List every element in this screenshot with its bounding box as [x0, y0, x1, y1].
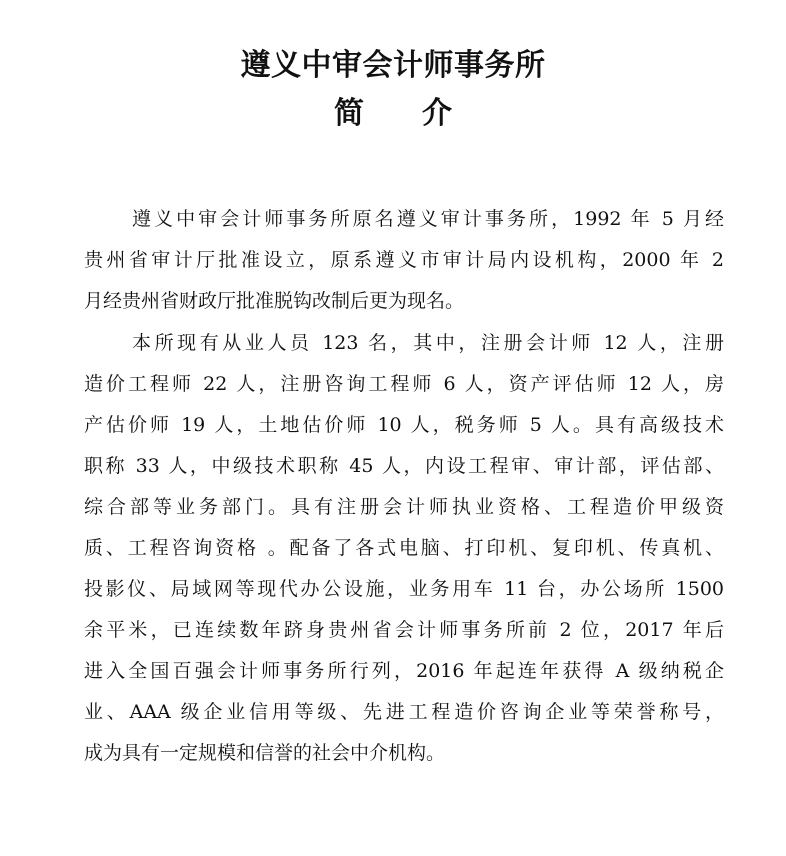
paragraph-2-line: 本所现有从业人员 123 名，其中，注册会计师 12 人，注册: [132, 332, 724, 354]
paragraph-2-line: 业、AAA 级企业信用等级、先进工程造价咨询企业等荣誉称号，: [84, 701, 724, 723]
paragraph-2-line: 投影仪、局域网等现代办公设施，业务用车 11 台，办公场所 1500: [84, 578, 724, 600]
document-subtitle: [0, 96, 786, 132]
paragraph-2-line: 进入全国百强会计师事务所行列，2016 年起连年获得 A 级纳税企: [84, 660, 724, 682]
subtitle-char: 简: [334, 96, 364, 131]
subtitle-char: 介: [422, 96, 452, 131]
paragraph-2-line: 综合部等业务部门。具有注册会计师执业资格、工程造价甲级资: [84, 496, 724, 518]
paragraph-1-line: 遵义中审会计师事务所原名遵义审计事务所，1992 年 5 月经: [132, 208, 724, 230]
paragraph-2-line: 造价工程师 22 人，注册咨询工程师 6 人，资产评估师 12 人，房: [84, 373, 724, 395]
paragraph-2-line: 成为具有一定规模和信誉的社会中介机构。: [84, 742, 446, 764]
paragraph-1-line: 贵州省审计厅批准设立，原系遵义市审计局内设机构，2000 年 2: [84, 249, 724, 271]
paragraph-2-line: 余平米，已连续数年跻身贵州省会计师事务所前 2 位，2017 年后: [84, 619, 724, 641]
paragraph-2-line: 产估价师 19 人，土地估价师 10 人，税务师 5 人。具有高级技术: [84, 414, 724, 436]
paragraph-2-line: 质、工程咨询资格 。配备了各式电脑、打印机、复印机、传真机、: [84, 537, 724, 559]
paragraph-2-line: 职称 33 人，中级技术职称 45 人，内设工程审、审计部，评估部、: [84, 455, 724, 477]
document-title: 遵义中审会计师事务所: [240, 48, 546, 83]
paragraph-1-line: 月经贵州省财政厅批准脱钩改制后更为现名。: [84, 290, 465, 312]
